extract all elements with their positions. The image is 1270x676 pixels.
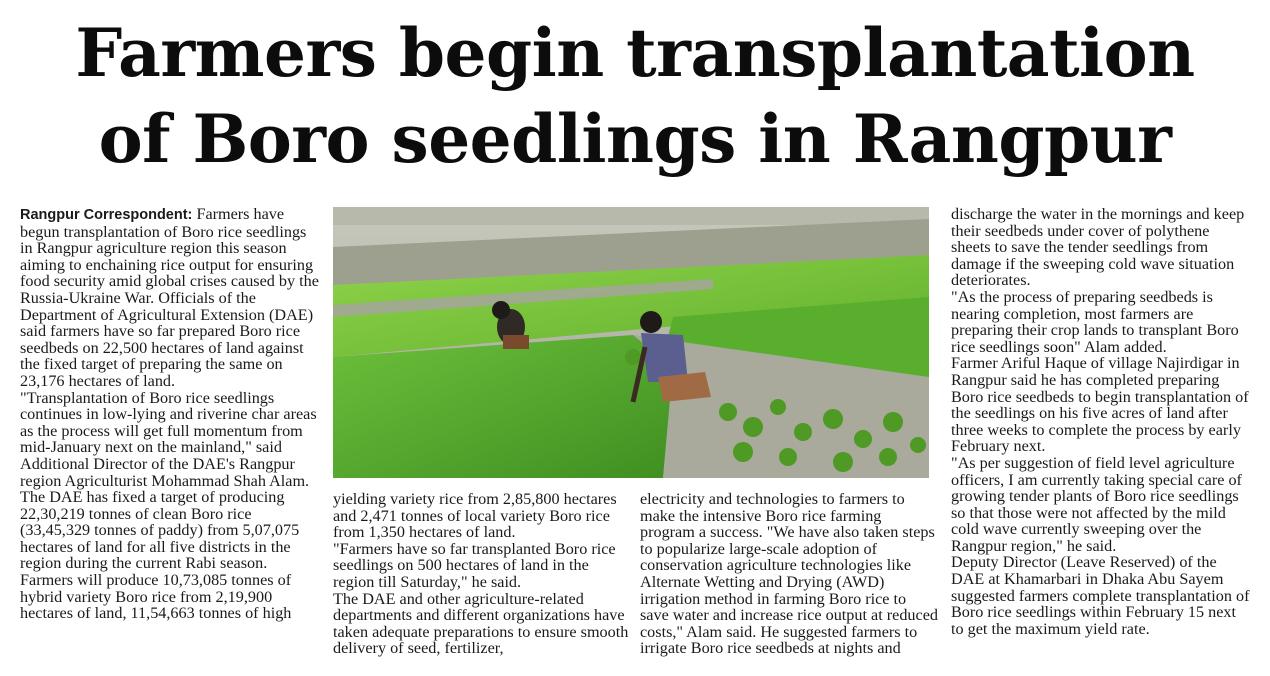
paragraph: "As per suggestion of field level agriculture officers, I am currently taking special care of growing tender plants of Boro rice seedlings so that those were not affected by the mild cold wave currently sweeping over the Rangpur region," he said. — [951, 453, 1242, 555]
rice-field-photo — [333, 207, 929, 478]
paragraph: discharge the water in the mornings and keep their seedbeds under cover of polythene sheets to save the tender seedlings from damage if the sweeping cold wave situation deteriorates. — [951, 205, 1245, 290]
article-column-1 — [20, 206, 320, 622]
paragraph: Farmer Ariful Haque of village Najirdigar in Rangpur said he has completed preparing Boro rice seedbeds to begin transplantation of the seedlings on his five acres of land after three weeks to complete the process by early February next. — [951, 354, 1249, 456]
photo-illustration — [333, 207, 929, 478]
paragraph: Deputy Director (Leave Reserved) of the DAE at Khamarbari in Dhaka Abu Sayem suggested farmers complete transplantation of Boro rice seedlings within February 15 next to get the maximum yield rate. — [951, 553, 1250, 638]
paragraph: The DAE has fixed a target of producing 22,30,219 tonnes of clean Boro rice (33,45,329 tonnes of paddy) from 5,07,075 hectares of land for all five districts in the region during the current Rabi season. — [20, 488, 300, 573]
paragraph: yielding variety rice from 2,85,800 hectares and 2,471 tonnes of local variety Boro rice from 1,350 hectares of land. — [333, 490, 617, 542]
paragraph: "As the process of preparing seedbeds is nearing completion, most farmers are preparing their crop lands to transplant Boro rice seedlings soon" Alam added. — [951, 287, 1239, 356]
paragraph: "Transplantation of Boro rice seedlings continues in low-lying and riverine char areas as the process will get full momentum from mid-January next on the mainland," said Additional Director of the DAE's Rangpur region Agriculturist Mohammad Shah Alam. — [20, 388, 317, 490]
headline-line-1: Farmers begin transplantation — [75, 14, 1195, 92]
headline — [0, 10, 1270, 182]
paragraph — [20, 206, 320, 390]
headline-line-2: of Boro seedlings in Rangpur — [98, 100, 1172, 178]
paragraph-text: Farmers have begun transplantation of Boro rice seedlings in Rangpur agriculture region this season aiming to enchaining rice output for ensuring food security amid global crises caused by the Russia-Ukraine War. Officials of the Department of Agricultural Extension (DAE) said farmers have so far prepared Boro rice seedbeds on 22,500 hectares of land against the fixed target of preparing the same on 23,176 hectares of land. — [20, 205, 319, 390]
paragraph: Farmers will produce 10,73,085 tonnes of hybrid variety Boro rice from 2,19,900 hectares of land, 11,54,663 tonnes of high — [20, 571, 292, 623]
byline: Rangpur Correspondent: — [20, 207, 193, 223]
article-column-3 — [640, 491, 938, 657]
paragraph: The DAE and other agriculture-related departments and different organizations have taken adequate preparations to ensure smooth delivery of seed, fertilizer, — [333, 589, 629, 658]
article-column-2 — [333, 491, 631, 657]
paragraph: "Farmers have so far transplanted Boro rice seedlings on 500 hectares of land in the region till Saturday," he said. — [333, 539, 616, 591]
paragraph: electricity and technologies to farmers to make the intensive Boro rice farming program a success. "We have also taken steps to popularize large-scale adoption of conservation agriculture technologies like Alternate Wetting and Drying (AWD) irrigation method in farming Boro rice to save water and increase rice output at reduced costs," Alam said. He suggested farmers to irrigate Boro rice seedbeds at nights and — [640, 490, 938, 658]
article-column-4 — [951, 206, 1251, 637]
